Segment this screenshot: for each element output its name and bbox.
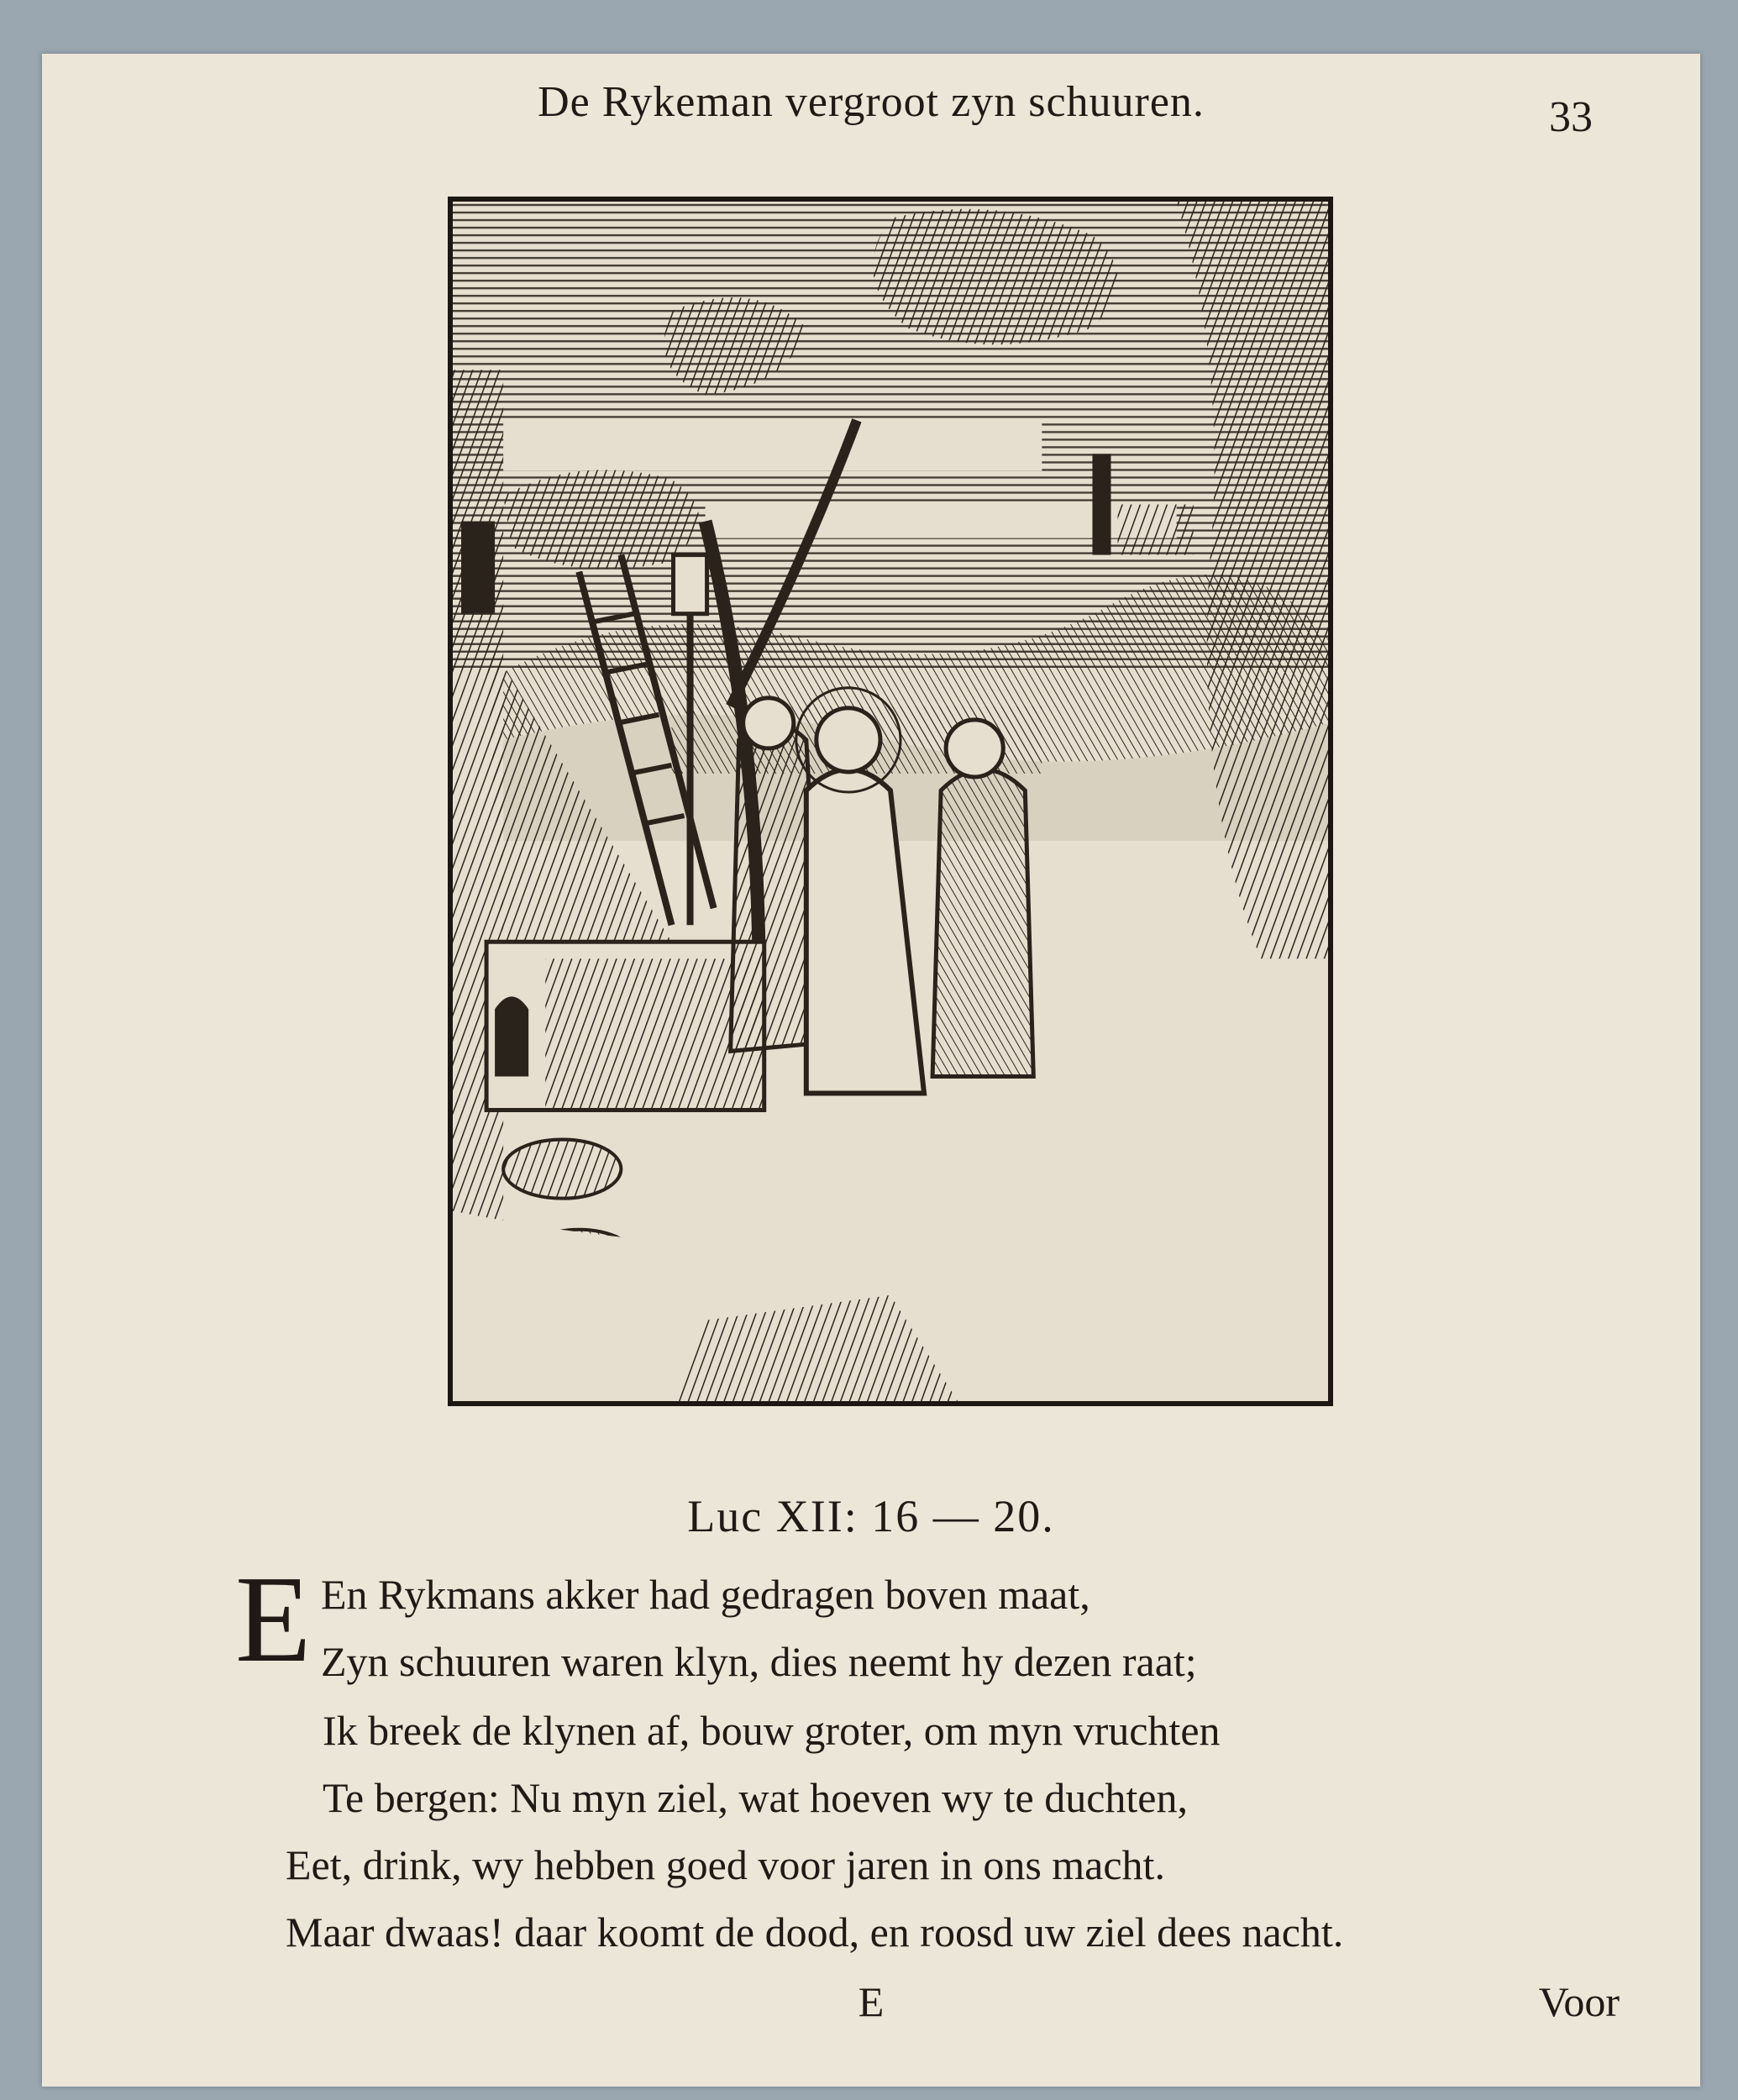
scripture-reference: Luc XII: 16 — 20. [687, 1491, 1055, 1541]
drop-cap: E [235, 1551, 312, 1688]
verse-line: En Rykmans akker had gedragen boven maat, [321, 1571, 1090, 1618]
woodcut-illustration-icon [453, 202, 1328, 1401]
verse-line: Zyn schuuren waren klyn, dies neemt hy dezen raat; [321, 1638, 1197, 1685]
signature-mark: E [858, 1978, 885, 2025]
book-page [42, 54, 1700, 2087]
catchword: Voor [1538, 1978, 1620, 2025]
verse-line: Te bergen: Nu myn ziel, wat hoeven wy te duchten, [323, 1774, 1188, 1821]
verse-line: Eet, drink, wy hebben goed voor jaren in ons macht. [286, 1841, 1165, 1888]
page-number: 33 [1549, 93, 1593, 141]
verse-line: Maar dwaas! daar koomt de dood, en roosd uw ziel dees nacht. [286, 1908, 1344, 1956]
woodcut-illustration [448, 197, 1333, 1406]
running-head: De Rykeman vergroot zyn schuuren. [538, 78, 1205, 126]
verse-line: Ik breek de klynen af, bouw groter, om myn vruchten [323, 1707, 1221, 1754]
